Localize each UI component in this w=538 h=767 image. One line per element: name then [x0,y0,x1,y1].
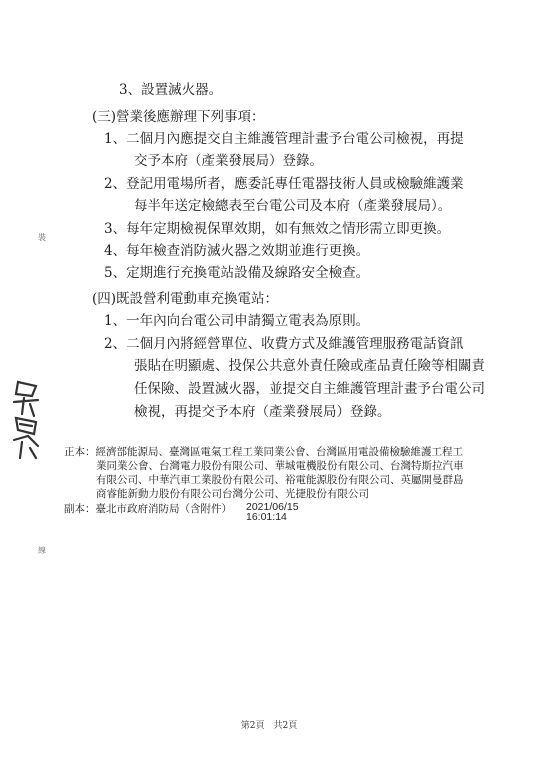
body-line: 5、定期進行充換電站設備及線路安全檢查。 [104,265,370,281]
binding-mark-bottom: 線 [38,546,46,555]
binding-mark-top: 裝 [38,233,46,242]
distribution-line: 正本：經濟部能源局、臺灣區電氣工程工業同業公會、台灣區用電設備檢驗維護工程工 [64,446,463,458]
body-line: 任保險、設置滅火器，並提交自主維護管理計畫予台電公司 [134,381,485,397]
distribution-line: 有限公司、中華汽車工業股份有限公司、裕電能源股份有限公司、英屬開曼群島 [96,474,464,486]
body-line: 3、每年定期檢視保單效期，如有無效之情形需立即更換。 [104,221,451,237]
body-line: 檢視，再提交予本府（產業發展局）登錄。 [134,404,391,420]
page-number-footer: 第2頁 共2頁 [240,721,298,731]
body-line: 每半年送定檢總表至台電公司及本府（產業發展局）。 [134,198,452,214]
body-line: 2、二個月內將經營單位、收費方式及維護管理服務電話資訊 [104,336,464,352]
section-heading: (三)營業後應辦理下列事項： [92,109,265,125]
distribution-line: 副本：臺北市政府消防局（含附件） [64,503,232,515]
body-line: 1、一年內向台電公司申請獨立電表為原則。 [104,313,370,329]
section-heading: (四)既設營利電動車充換電站： [92,291,279,307]
received-time-stamp: 16:01:14 [246,511,287,523]
received-date-stamp: 2021/06/15 [246,501,299,513]
distribution-line: 業同業公會、台灣電力股份有限公司、華城電機股份有限公司、台灣特斯拉汽車 [96,460,464,472]
body-line: 1、二個月內應提交自主維護管理計畫予台電公司檢視，再提 [104,131,464,147]
distribution-line: 商睿能新動力股份有限公司台灣分公司、光捷股份有限公司 [96,488,369,500]
body-line: 張貼在明顯處、投保公共意外責任險或產品責任險等相關責 [134,358,485,374]
body-line: 4、每年檢查消防滅火器之效期並進行更換。 [104,243,370,259]
body-line: 3、設置滅火器。 [119,82,223,98]
body-line: 交予本府（產業發展局）登錄。 [134,153,323,169]
seal-stamp [10,378,44,462]
body-line: 2、登記用電場所者，應委託專任電器技術人員或檢驗維護業 [104,176,464,192]
